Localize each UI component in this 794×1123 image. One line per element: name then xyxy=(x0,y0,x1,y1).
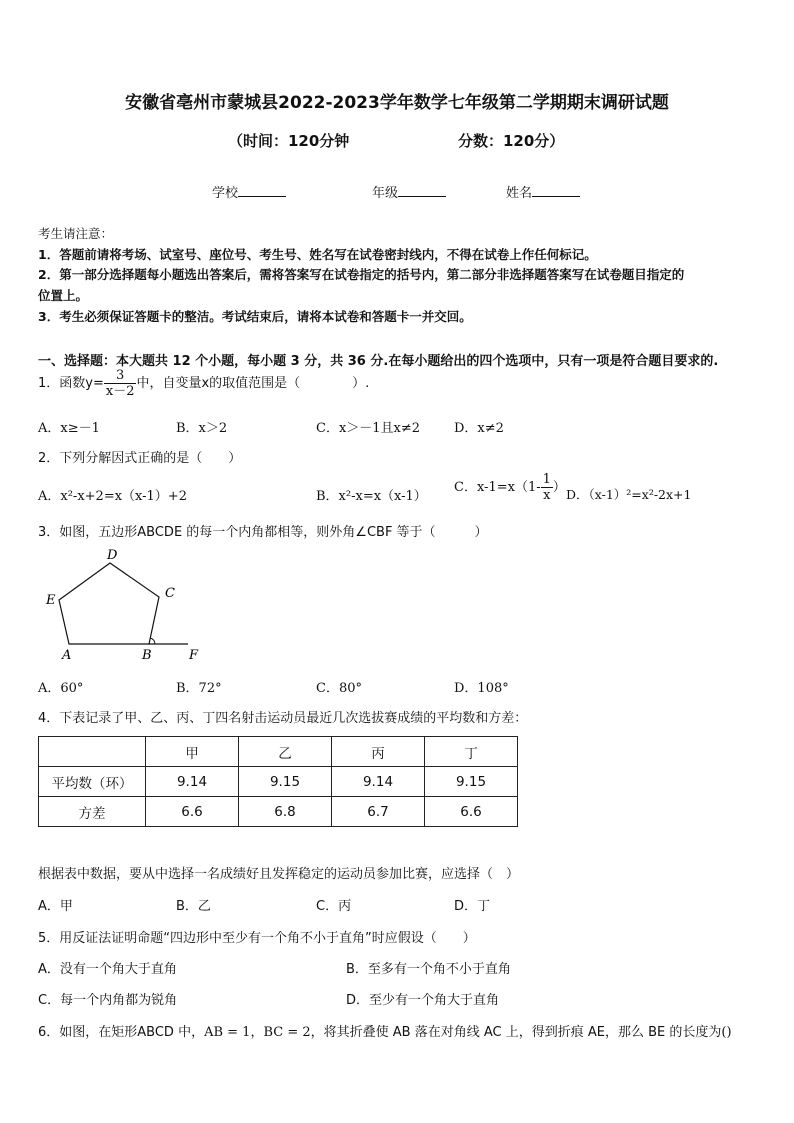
question-4: 4．下表记录了甲、乙、丙、丁四名射击运动员最近几次选拔赛成绩的平均数和方差： xyxy=(38,711,528,726)
table-header-cell: 丙 xyxy=(332,737,425,767)
q1-fraction xyxy=(104,368,137,399)
table-header-cell xyxy=(39,737,146,767)
school-label: 学校 xyxy=(212,186,239,201)
grade-blank xyxy=(398,184,446,197)
q4-question: 根据表中数据，要从中选择一名成绩好且发挥稳定的运动员参加比赛，应选择（ ） xyxy=(38,867,520,882)
grade-field xyxy=(372,182,446,201)
table-cell: 6.8 xyxy=(239,797,332,827)
scores-table xyxy=(38,736,518,827)
table-row xyxy=(39,767,518,797)
name-blank xyxy=(532,184,580,197)
q2-option-c xyxy=(454,472,566,503)
table-row xyxy=(39,797,518,827)
note-item: 1．答题前请将考场、试室号、座位号、考生号、姓名写在试卷密封线内，不得在试卷上作任何标记。 xyxy=(38,247,597,262)
table-header-cell: 丁 xyxy=(425,737,518,767)
table-cell: 6.6 xyxy=(425,797,518,827)
q4-option-b: B．乙 xyxy=(176,899,211,914)
q3-option-c: C．80° xyxy=(316,681,362,696)
q6-stem-post: ，将其折叠使 AB 落在对角线 AC 上，得到折痕 AE，那么 BE 的长度为 xyxy=(310,1025,722,1040)
q2-numerator: 1 xyxy=(542,472,551,487)
q6-answer-paren: () xyxy=(721,1025,732,1040)
grade-label: 年级 xyxy=(372,186,399,201)
exam-time: （时间：120分钟 xyxy=(228,132,350,150)
page-title: 安徽省亳州市蒙城县2022-2023学年数学七年级第二学期期末调研试题 xyxy=(125,93,669,113)
question-2: 2．下列分解因式正确的是（ ） xyxy=(38,451,242,466)
note-item: 位置上。 xyxy=(38,288,89,303)
table-header-cell: 乙 xyxy=(239,737,332,767)
q4-option-d: D．丁 xyxy=(454,899,491,914)
q1-option-c: C．x＞－1且x≠2 xyxy=(316,421,421,436)
q5-option-c: C．每一个内角都为锐角 xyxy=(38,993,178,1008)
q3-option-b: B．72° xyxy=(176,681,222,696)
vertex-label-f: F xyxy=(189,648,199,663)
pentagon-shape xyxy=(59,563,159,644)
name-field xyxy=(506,182,580,201)
question-3: 3．如图，五边形ABCDE 的每一个内角都相等，则外角∠CBF 等于（ ） xyxy=(38,525,488,540)
table-cell: 6.6 xyxy=(146,797,239,827)
table-cell: 方差 xyxy=(39,797,146,827)
q1-option-d: D．x≠2 xyxy=(454,421,504,436)
q5-option-a: A．没有一个角大于直角 xyxy=(38,962,177,977)
q5-option-d: D．至少有一个角大于直角 xyxy=(346,993,500,1008)
note-item: 2．第一部分选择题每小题选出答案后，需将答案写在试卷指定的括号内，第二部分非选择题答案写在试卷题目指定的 xyxy=(38,267,685,282)
notes-heading: 考生请注意： xyxy=(38,226,114,241)
q5-option-b: B．至多有一个角不小于直角 xyxy=(346,962,511,977)
q4-option-c: C．丙 xyxy=(316,899,352,914)
table-cell: 9.15 xyxy=(425,767,518,797)
q6-ab: AB = 1 xyxy=(204,1025,251,1040)
exam-score: 分数：120分） xyxy=(458,132,565,150)
q2-denominator: x xyxy=(543,488,551,503)
q3-option-a: A．60° xyxy=(38,681,84,696)
table-cell: 6.7 xyxy=(332,797,425,827)
q1-option-b: B．x＞2 xyxy=(176,421,228,436)
vertex-label-c: C xyxy=(165,586,175,601)
school-blank xyxy=(238,184,286,197)
q2-fraction xyxy=(541,472,553,503)
q1-stem-pre: 1．函数y= xyxy=(38,376,104,391)
question-1 xyxy=(38,368,369,399)
angle-arc xyxy=(150,638,155,644)
q2-option-a: A．x²-x+2=x（x-1）+2 xyxy=(38,489,187,504)
q4-option-a: A．甲 xyxy=(38,899,73,914)
table-cell: 9.14 xyxy=(146,767,239,797)
q1-stem-post: 中，自变量x的取值范围是（ ）. xyxy=(136,376,370,391)
q6-separator: ， xyxy=(250,1025,264,1040)
q2-option-c-post: ） xyxy=(552,480,566,495)
table-header-cell: 甲 xyxy=(146,737,239,767)
q6-bc: BC = 2 xyxy=(263,1025,311,1040)
note-item: 3．考生必须保证答题卡的整洁。考试结束后，请将本试卷和答题卡一并交回。 xyxy=(38,309,472,324)
question-5: 5．用反证法证明命题“四边形中至少有一个角不小于直角”时应假设（ ） xyxy=(38,931,476,946)
school-field xyxy=(212,182,286,201)
question-6 xyxy=(38,1021,732,1040)
q2-option-d: D．（x-1）²=x²-2x+1 xyxy=(566,487,692,502)
q2-option-b: B．x²-x=x（x-1） xyxy=(316,489,427,504)
table-header-row xyxy=(39,737,518,767)
vertex-label-b: B xyxy=(142,648,152,663)
q6-stem-pre: 6．如图，在矩形ABCD 中， xyxy=(38,1025,205,1040)
vertex-label-e: E xyxy=(46,593,56,608)
section-heading: 一、选择题：本大题共 12 个小题，每小题 3 分，共 36 分.在每小题给出的四个选项中，只有一项是符合题目要求的. xyxy=(38,354,719,369)
q1-option-a: A．x≥－1 xyxy=(38,421,100,436)
q2-option-c-pre: C．x-1=x（1- xyxy=(454,480,541,495)
table-cell: 平均数（环） xyxy=(39,767,146,797)
q1-numerator: 3 xyxy=(104,368,137,384)
q3-option-d: D．108° xyxy=(454,681,509,696)
vertex-label-d: D xyxy=(107,548,118,563)
name-label: 姓名 xyxy=(506,186,533,201)
pentagon-figure xyxy=(38,546,218,668)
vertex-label-a: A xyxy=(62,648,72,663)
table-cell: 9.14 xyxy=(332,767,425,797)
q1-denominator: x－2 xyxy=(105,384,135,399)
table-cell: 9.15 xyxy=(239,767,332,797)
